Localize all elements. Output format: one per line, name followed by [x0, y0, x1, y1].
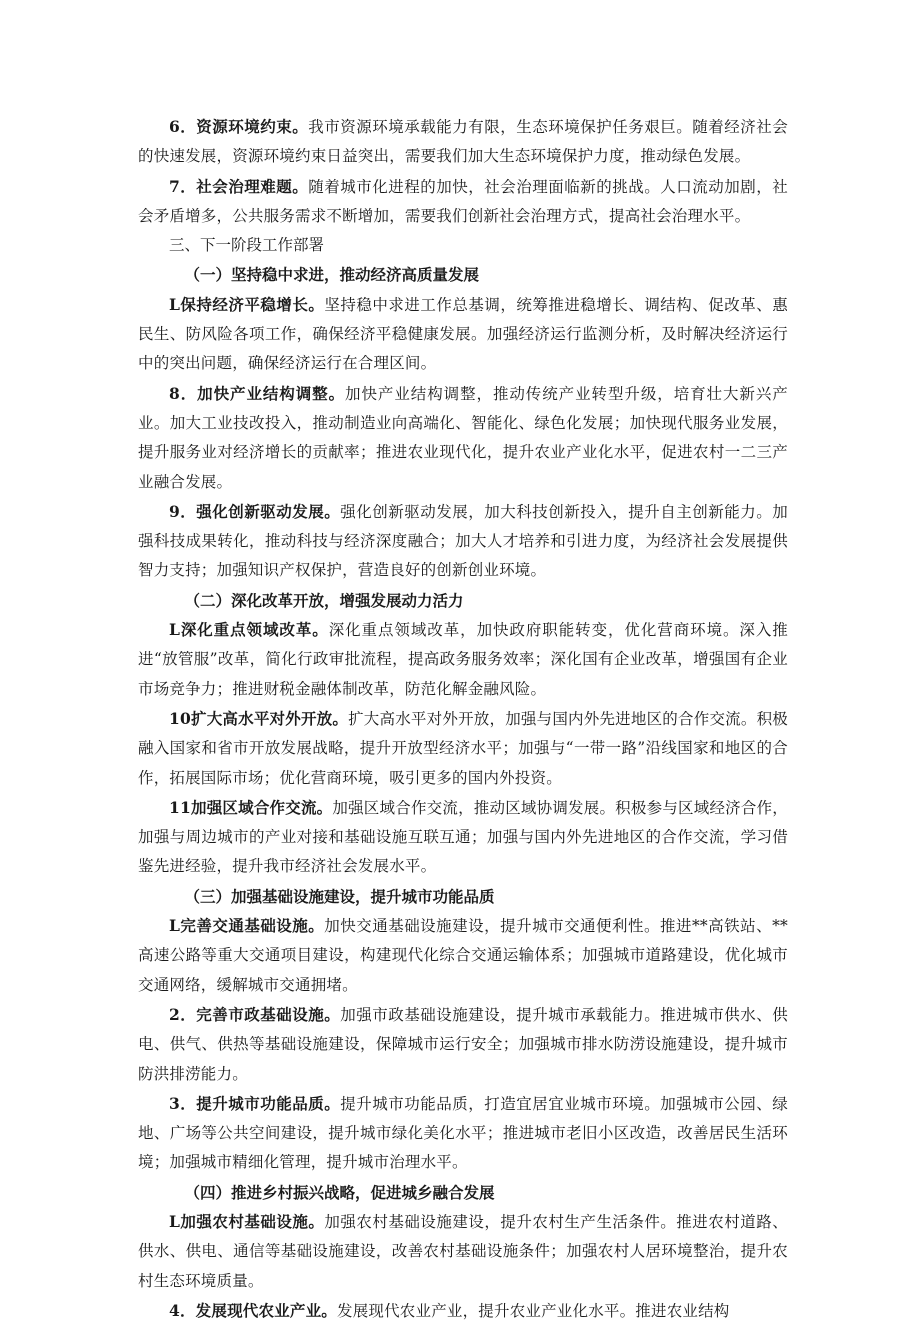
subsection-heading-2: （二）深化改革开放，增强发展动力活力 — [184, 590, 464, 610]
paragraph-lead: L加强农村基础设施。 — [169, 1211, 325, 1231]
paragraph-modern-agriculture — [138, 1296, 788, 1326]
paragraph-body: 加强区域合作交流，推动区域协调发展。积极参与区域经济合作，加强与周边城市的产业对接和基础设施互联互通；加强与国内外先进地区的合作交流，学习借鉴先进经验，提升我市经济社会发展水平。 — [138, 798, 788, 876]
paragraph-lead: 7．社会治理难题。 — [169, 176, 309, 196]
paragraph-lead: L完善交通基础设施。 — [169, 916, 325, 936]
subsection-heading-1: （一）坚持稳中求进，推动经济高质量发展 — [184, 265, 480, 285]
paragraph-stable-growth — [138, 290, 788, 379]
paragraph-key-reform — [138, 615, 788, 704]
paragraph-body: 我市资源环境承载能力有限，生态环境保护任务艰巨。随着经济社会的快速发展，资源环境约束日益突出，需要我们加大生态环境保护力度，推动绿色发展。 — [138, 118, 788, 166]
paragraph-transport-infrastructure — [138, 911, 788, 1000]
paragraph-lead: 9．强化创新驱动发展。 — [169, 501, 341, 521]
paragraph-lead: 2．完善市政基础设施。 — [169, 1004, 341, 1024]
paragraph-opening-up — [138, 704, 788, 793]
paragraph-body: 强化创新驱动发展，加大科技创新投入，提升自主创新能力。加强科技成果转化，推动科技与经济深度融合；加大人才培养和引进力度，为经济社会发展提供智力支持；加强知识产权保护，营造良好的创新创业环境。 — [138, 502, 788, 580]
paragraph-body: 坚持稳中求进工作总基调，统筹推进稳增长、调结构、促改革、惠民生、防风险各项工作，确保经济平稳健康发展。加强经济运行监测分析，及时解决经济运行中的突出问题，确保经济运行在合理区间。 — [138, 295, 788, 373]
paragraph-city-quality — [138, 1089, 788, 1178]
paragraph-rural-infrastructure — [138, 1207, 788, 1296]
paragraph-lead: 3．提升城市功能品质。 — [169, 1093, 341, 1113]
paragraph-body: 随着城市化进程的加快，社会治理面临新的挑战。人口流动加剧，社会矛盾增多，公共服务需求不断增加，需要我们创新社会治理方式，提高社会治理水平。 — [138, 177, 788, 225]
paragraph-lead: L深化重点领域改革。 — [169, 620, 329, 640]
paragraph-body: 加快交通基础设施建设，提升城市交通便利性。推进**高铁站、**高速公路等重大交通项目建设，构建现代化综合交通运输体系；加强城市道路建设，优化城市交通网络，缓解城市交通拥堵。 — [138, 917, 788, 994]
paragraph-lead: 4．发展现代农业产业。 — [169, 1300, 337, 1320]
paragraph-regional-cooperation — [138, 793, 788, 882]
paragraph-lead: 11加强区域合作交流。 — [169, 797, 333, 817]
paragraph-municipal-infrastructure — [138, 1000, 788, 1089]
paragraph-body: 加强市政基础设施建设，提升城市承载能力。推进城市供水、供电、供气、供热等基础设施建设，保障城市运行安全；加强城市排水防涝设施建设，提升城市防洪排涝能力。 — [138, 1005, 788, 1083]
paragraph-body: 扩大高水平对外开放，加强与国内外先进地区的合作交流。积极融入国家和省市开放发展战略，提升开放型经济水平；加强与“一带一路”沿线国家和地区的合作，拓展国际市场；优化营商环境，吸引更多的国内外投资。 — [138, 709, 788, 787]
paragraph-industry-structure — [138, 379, 788, 497]
paragraph-lead: 10扩大高水平对外开放。 — [169, 708, 349, 728]
paragraph-lead: L保持经济平稳增长。 — [169, 294, 325, 314]
paragraph-lead: 8．加快产业结构调整。 — [169, 383, 346, 403]
paragraph-social-governance — [138, 172, 788, 232]
document-page — [138, 112, 788, 1326]
paragraph-body: 加强农村基础设施建设，提升农村生产生活条件。推进农村道路、供水、供电、通信等基础设施建设，改善农村基础设施条件；加强农村人居环境整治，提升农村生态环境质量。 — [138, 1212, 788, 1290]
paragraph-lead: 6．资源环境约束。 — [169, 117, 309, 136]
paragraph-body: 深化重点领域改革，加快政府职能转变，优化营商环境。深入推进“放管服”改革，简化行政审批流程，提高政务服务效率；深化国有企业改革，增强国有企业市场竞争力；推进财税金融体制改革，防范化解金融风险。 — [138, 621, 788, 698]
paragraph-body: 加快产业结构调整，推动传统产业转型升级，培育壮大新兴产业。加大工业技改投入，推动制造业向高端化、智能化、绿色化发展；加快现代服务业发展，提升服务业对经济增长的贡献率；推进农业现代化，提升农业产业化水平，促进农村一二三产业融合发展。 — [138, 384, 788, 491]
paragraph-innovation — [138, 497, 788, 586]
paragraph-resource-constraint — [138, 112, 788, 172]
subsection-heading-3: （三）加强基础设施建设，提升城市功能品质 — [184, 886, 495, 906]
section-heading: 三、下一阶段工作部署 — [169, 236, 325, 255]
paragraph-body: 发展现代农业产业，提升农业产业化水平。推进农业结构 — [337, 1301, 730, 1320]
paragraph-body: 提升城市功能品质，打造宜居宜业城市环境。加强城市公园、绿地、广场等公共空间建设，提升城市绿化美化水平；推进城市老旧小区改造，改善居民生活环境；加强城市精细化管理，提升城市治理水平。 — [138, 1094, 788, 1172]
subsection-heading-4: （四）推进乡村振兴战略，促进城乡融合发展 — [184, 1182, 495, 1202]
